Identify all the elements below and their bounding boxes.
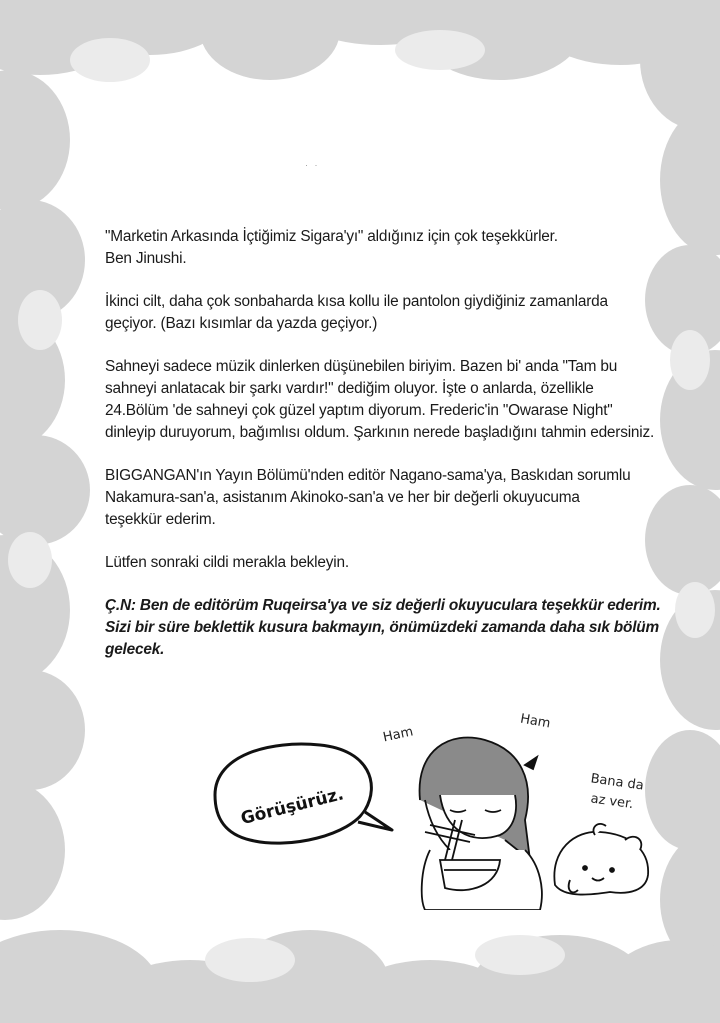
text-line: dinleyip duruyorum, bağımlısı oldum. Şarkının nerede başladığını tahmin edersiniz. <box>105 424 655 441</box>
text-line: Sizi bir süre beklettik kusura bakmayın, önümüzdeki zamanda daha sık bölüm <box>105 619 659 636</box>
text-line: İkinci cilt, daha çok sonbaharda kısa kollu ile pantolon giydiğiniz zamanlarda <box>105 293 608 310</box>
text-line: gelecek. <box>105 641 165 658</box>
bubble-text: Görüşürüz. <box>238 784 346 830</box>
illustration <box>0 700 720 910</box>
paragraph-volume <box>105 291 625 335</box>
text-line: Lütfen sonraki cildi merakla bekleyin. <box>105 554 349 571</box>
dog-line-1: Bana da <box>589 771 645 794</box>
text-line: 24.Bölüm 'de sahneyi çok güzel yaptım diyorum. Frederic'in "Owarase Night" <box>105 402 613 419</box>
text-line: "Marketin Arkasında İçtiğimiz Sigara'yı" aldığınız için çok teşekkürler. <box>105 228 558 245</box>
sfx-ham-left: Ham <box>381 724 415 746</box>
girl-figure <box>420 738 542 911</box>
speech-bubble <box>215 744 392 843</box>
decorative-dots: · · <box>305 160 320 170</box>
dog-line-2: az ver. <box>589 791 635 813</box>
translator-note <box>105 595 661 661</box>
text-line: Sahneyi sadece müzik dinlerken düşünebilen biriyim. Bazen bi' anda "Tam bu <box>105 358 618 375</box>
text-line: sahneyi anlatacak bir şarkı vardır!" dediğim oluyor. İşte o anlarda, özellikle <box>105 380 594 397</box>
paragraph-thanks <box>105 226 625 270</box>
text-line: geçiyor. (Bazı kısımlar da yazda geçiyor.) <box>105 315 378 332</box>
paragraph-next-volume <box>105 552 625 574</box>
text-line: Ç.N: Ben de editörüm Ruqeirsa'ya ve siz değerli okuyuculara teşekkür ederim. <box>105 597 661 614</box>
text-line: Ben Jinushi. <box>105 250 187 267</box>
dog-figure <box>554 824 648 895</box>
paragraph-credits <box>105 465 631 531</box>
text-line: BIGGANGAN'ın Yayın Bölümü'nden editör Nagano-sama'ya, Baskıdan sorumlu <box>105 467 631 484</box>
paragraph-music <box>105 356 655 444</box>
text-line: Nakamura-san'a, asistanım Akinoko-san'a ve her bir değerli okuyucuma <box>105 489 580 506</box>
sfx-ham-right: Ham <box>519 711 552 732</box>
afterword-text <box>105 226 661 682</box>
text-line: teşekkür ederim. <box>105 511 216 528</box>
